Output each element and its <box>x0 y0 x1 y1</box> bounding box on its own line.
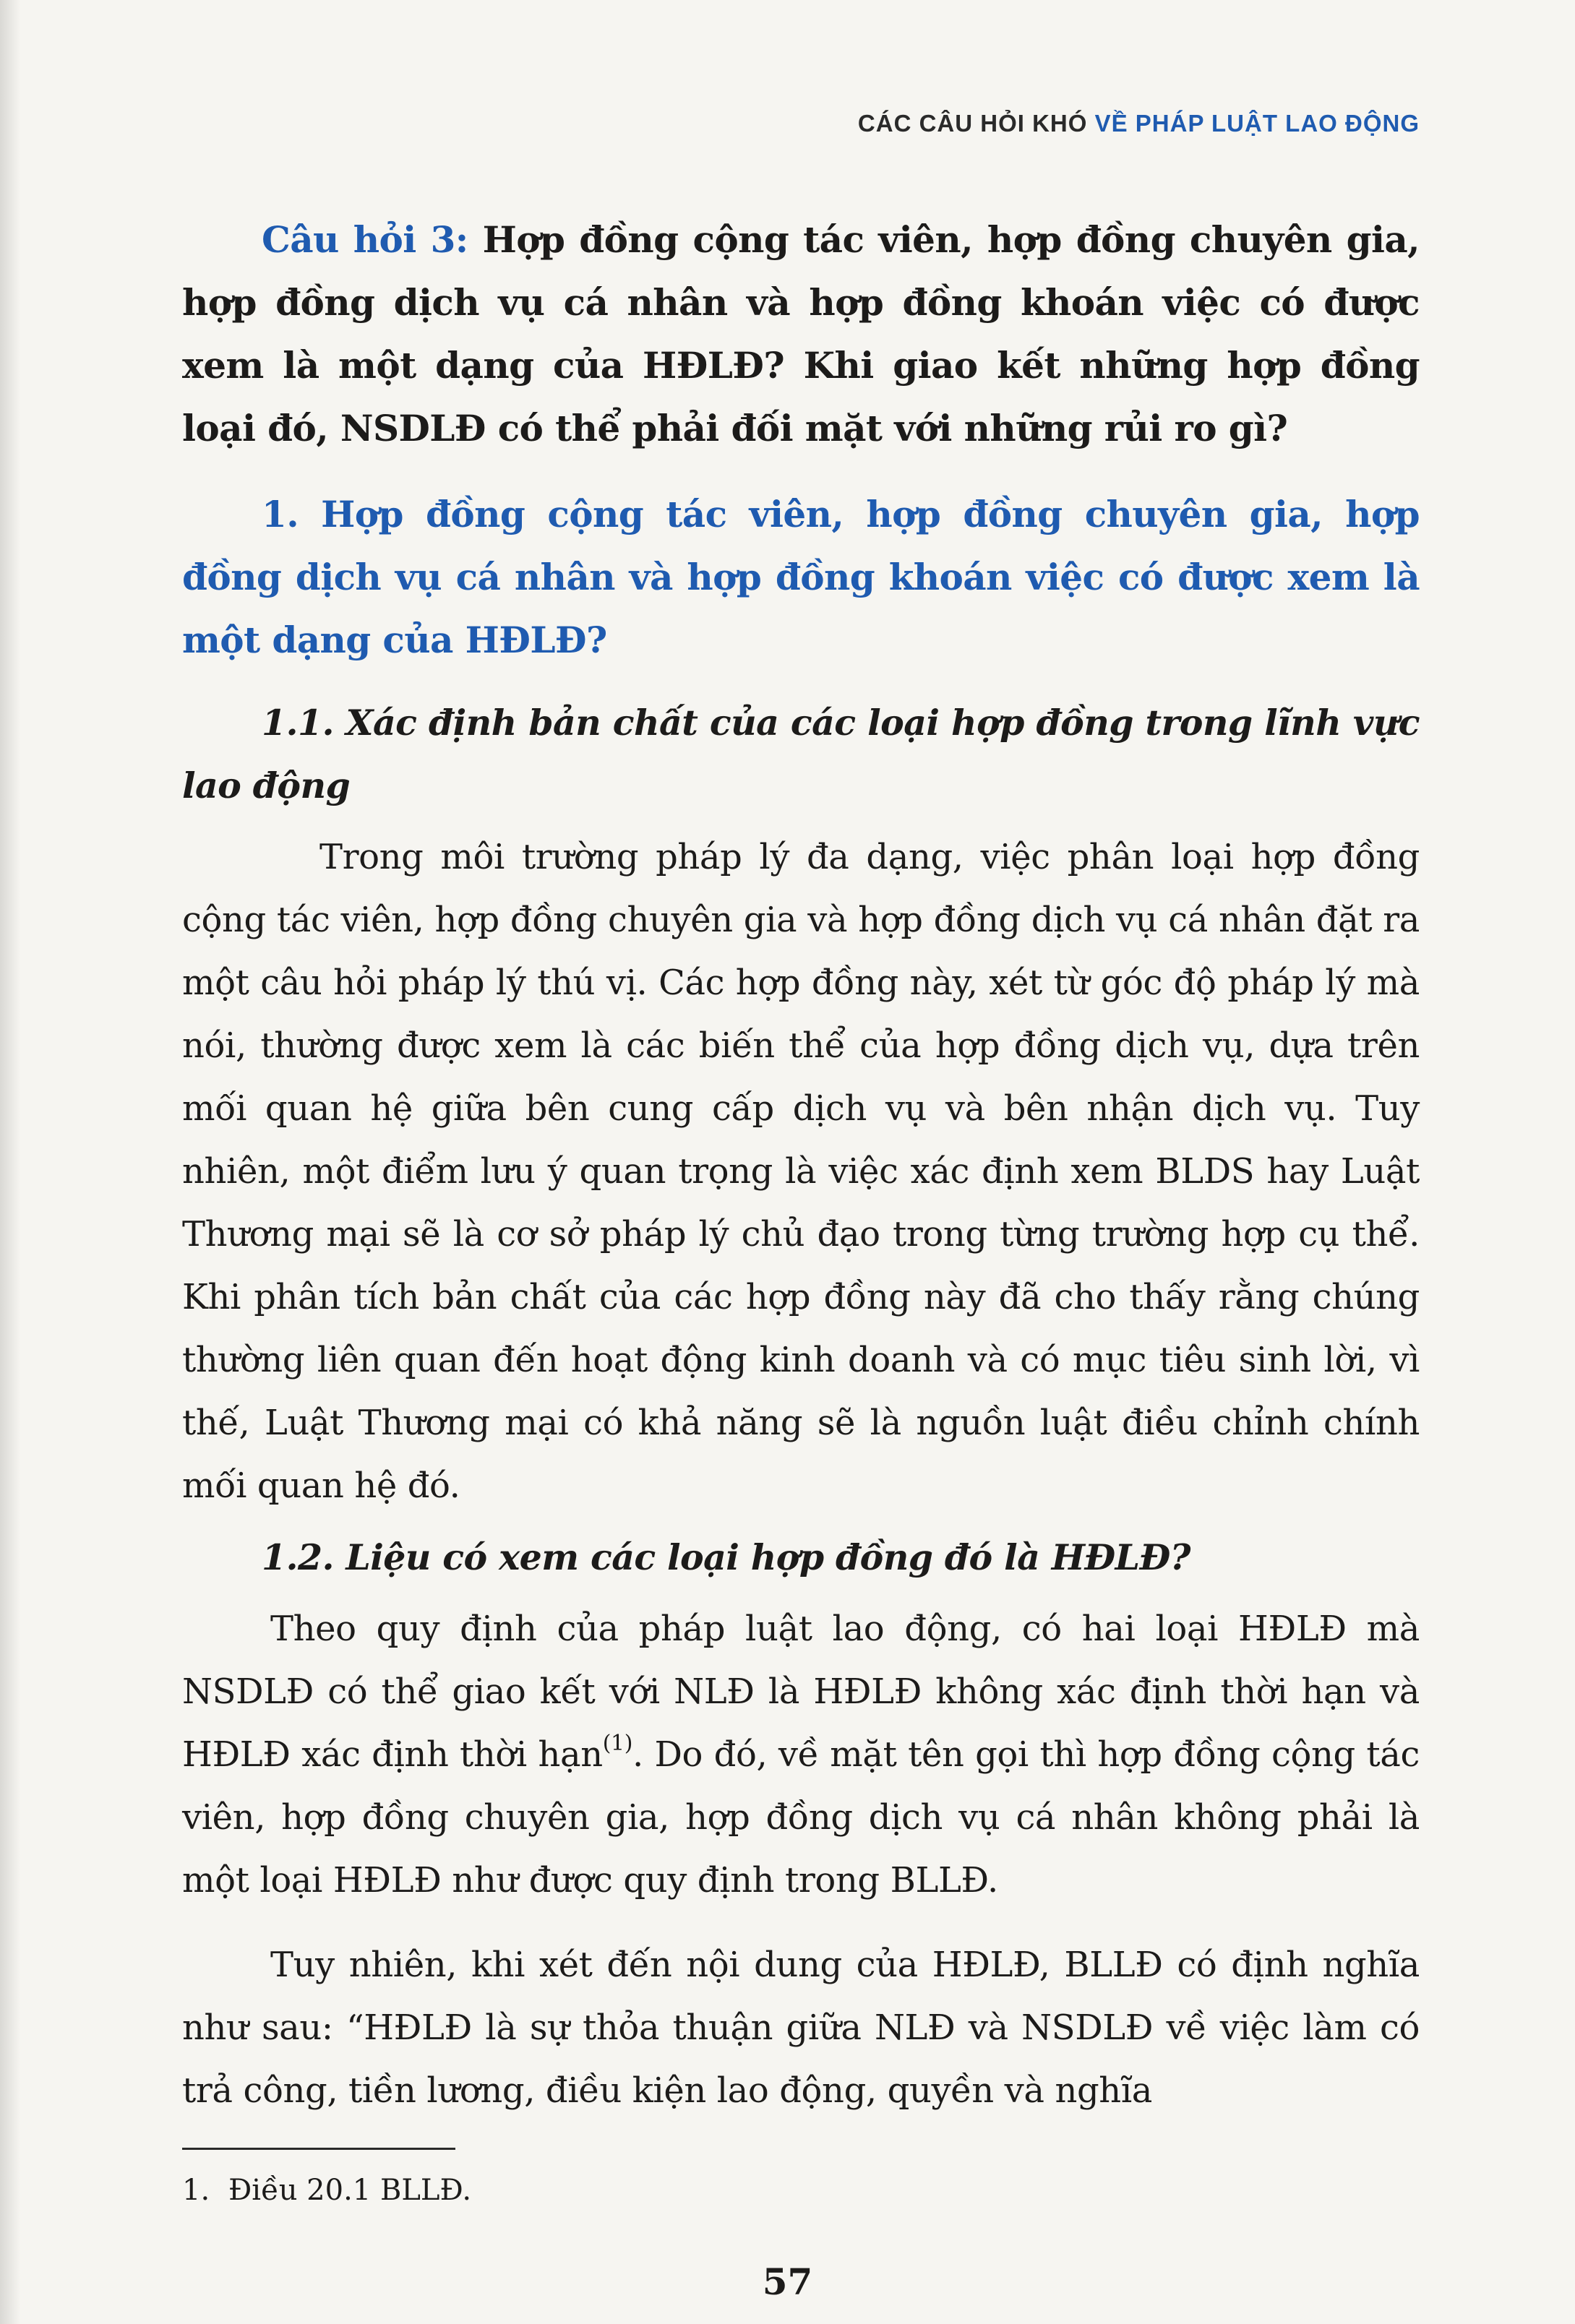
section-1-2-heading: 1.2. Liệu có xem các loại hợp đồng đó là HĐLĐ? <box>262 1536 1190 1578</box>
footnote-text: Điều 20.1 BLLĐ. <box>228 2174 472 2207</box>
running-header <box>858 110 1420 137</box>
question-paragraph <box>182 208 1420 460</box>
section-1-heading: 1. Hợp đồng cộng tác viên, hợp đồng chuyên gia, hợp đồng dịch vụ cá nhân và hợp đồng khoán việc có được xem là một dạng của HĐLĐ? <box>182 493 1420 661</box>
page-number: 57 <box>762 2260 813 2303</box>
paragraph-1-text-before-ref: Theo quy định của pháp luật lao động, có hai loại HĐLĐ mà NSDLĐ có thể giao kết với NLĐ là HĐLĐ không xác định thời hạn và HĐLĐ xác định thời hạn <box>182 1609 1420 1775</box>
footnote-reference: (1) <box>602 1731 633 1756</box>
section-1-1-paragraph: Trong môi trường pháp lý đa dạng, việc phân loại hợp đồng cộng tác viên, hợp đồng chuyên gia và hợp đồng dịch vụ cá nhân đặt ra một câu hỏi pháp lý thú vị. Các hợp đồng này, xét từ góc độ pháp lý mà nói, thường được xem là các biến thể của hợp đồng dịch vụ, dựa trên mối quan hệ giữa bên cung cấp dịch vụ và bên nhận dịch vụ. Tuy nhiên, một điểm lưu ý quan trọng là việc xác định xem BLDS hay Luật Thương mại sẽ là cơ sở pháp lý chủ đạo trong từng trường hợp cụ thể. Khi phân tích bản chất của các hợp đồng này đã cho thấy rằng chúng thường liên quan đến hoạt động kinh doanh và có mục tiêu sinh lời, vì thế, Luật Thương mại có khả năng sẽ là nguồn luật điều chỉnh chính mối quan hệ đó. <box>182 837 1420 1506</box>
question-label: Câu hỏi 3: <box>262 218 468 261</box>
question-text: Hợp đồng cộng tác viên, hợp đồng chuyên gia, hợp đồng dịch vụ cá nhân và hợp đồng khoán việc có được xem là một dạng của HĐLĐ? Khi giao kết những hợp đồng loại đó, NSDLĐ có thể phải đối mặt với những rủi ro gì? <box>182 218 1420 449</box>
paragraph-1-text-after-ref: . Do đó, về mặt tên gọi thì hợp đồng cộng tác viên, hợp đồng chuyên gia, hợp đồng dịch vụ cá nhân không phải là một loại HĐLĐ như được quy định trong BLLĐ. <box>182 1734 1420 1901</box>
page-binding-shadow <box>0 0 20 2324</box>
footnote-divider <box>182 2148 455 2150</box>
header-title-part1: CÁC CÂU HỎI KHÓ <box>857 110 1095 137</box>
footnote-number: 1. <box>182 2174 210 2207</box>
section-1-1-heading: 1.1. Xác định bản chất của các loại hợp đồng trong lĩnh vực lao động <box>182 702 1420 806</box>
footnote <box>182 2174 471 2207</box>
section-1-2-paragraph-2: Tuy nhiên, khi xét đến nội dung của HĐLĐ, BLLĐ có định nghĩa như sau: “HĐLĐ là sự thỏa thuận giữa NLĐ và NSDLĐ về việc làm có trả công, tiền lương, điều kiện lao động, quyền và nghĩa <box>182 1945 1420 2111</box>
page-body <box>182 208 1420 2122</box>
section-1-2-paragraph-1 <box>182 1598 1420 1912</box>
header-title-part2: VỀ PHÁP LUẬT LAO ĐỘNG <box>1094 110 1420 137</box>
